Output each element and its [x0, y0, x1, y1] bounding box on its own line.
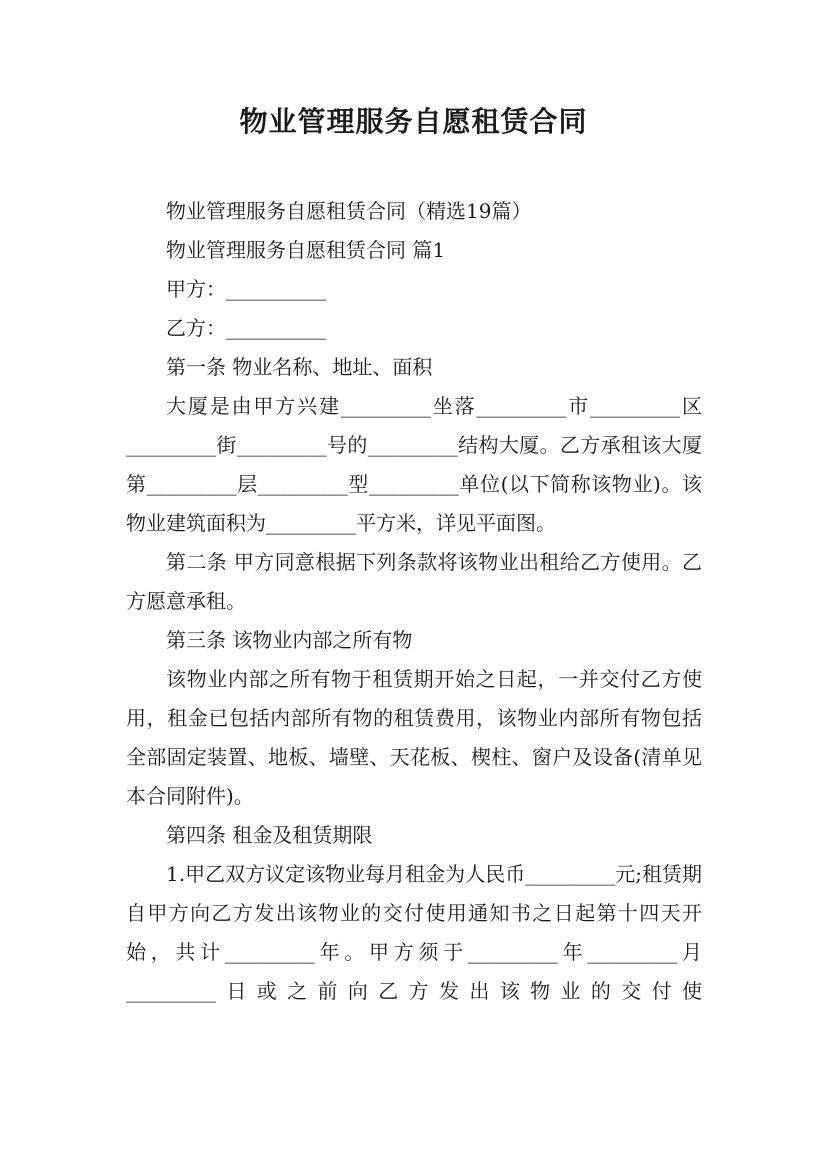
- paragraph-article-1-heading: 第一条 物业名称、地址、面积: [166, 355, 433, 379]
- paragraph-article-3-body: 该物业内部之所有物于租赁期开始之日起，一并交付乙方使用，租金已包括内部所有物的租赁费用，该物业内部所有物包括全部固定装置、地板、墙壁、天花板、楔柱、窗户及设备(清单见本合同附件)。: [126, 667, 702, 808]
- paragraph-article-2: 第二条 甲方同意根据下列条款将该物业出租给乙方使用。乙方愿意承租。: [126, 550, 702, 613]
- document-title: 物业管理服务自愿租赁合同: [239, 105, 588, 138]
- paragraph-article-1-body: 大厦是由甲方兴建_________坐落_________市_________区_________街_________号的_________结构大厦。乙方承租该大厦第_________层_________型_________单位(以下简称该物业)。该物业建筑面积为_________平方米，详见平面图。: [126, 394, 702, 535]
- paragraph-subtitle: 物业管理服务自愿租赁合同（精选19篇）: [166, 199, 532, 223]
- paragraph-article-4-heading: 第四条 租金及租赁期限: [166, 823, 373, 847]
- paragraph-article-4-body: 1.甲乙双方议定该物业每月租金为人民币_________元;租赁期自甲方向乙方发出该物业的交付使用通知书之日起第十四天开始，共计_________年。甲方须于_________年_________月_________日或之前向乙方发出该物业的交付使: [126, 862, 702, 1003]
- paragraph-party-a: 甲方：__________: [166, 277, 326, 301]
- document-body: [126, 192, 702, 1011]
- paragraph-party-b: 乙方：__________: [166, 316, 326, 340]
- paragraph-section-heading: 物业管理服务自愿租赁合同 篇1: [166, 238, 446, 262]
- paragraph-article-3-heading: 第三条 该物业内部之所有物: [166, 628, 413, 652]
